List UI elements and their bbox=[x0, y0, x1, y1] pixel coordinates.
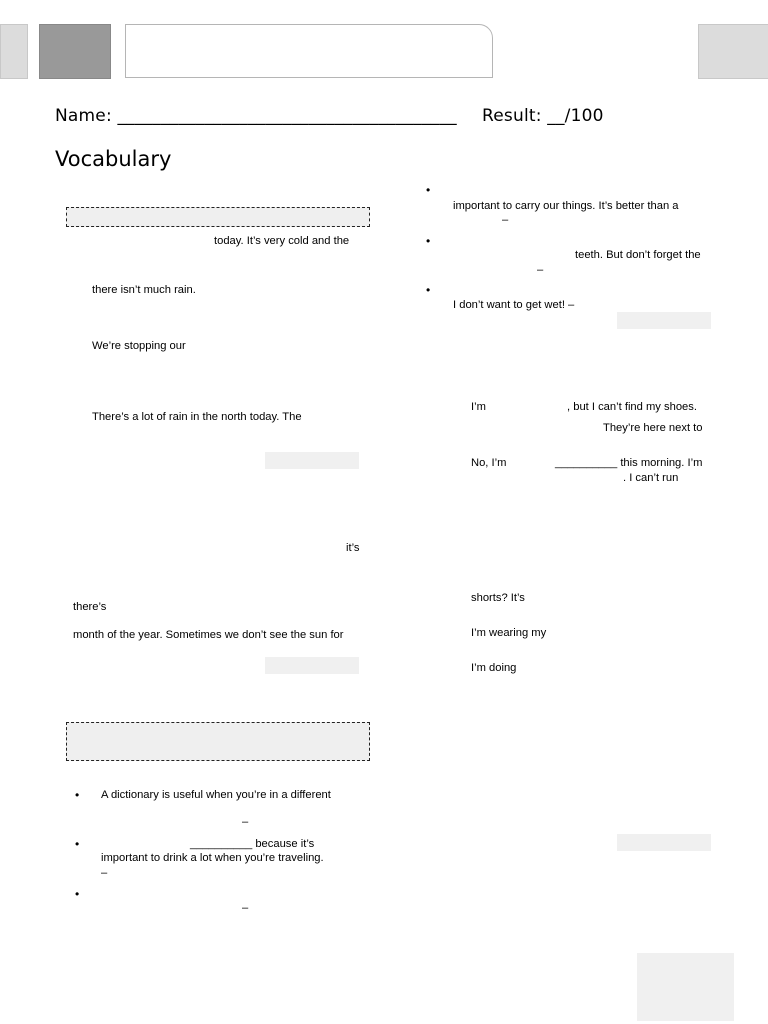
dialogue-line-1a: I’m bbox=[471, 401, 486, 413]
bullet-travel-1: • bbox=[75, 788, 80, 802]
dialogue-line-3b: __________ this morning. I’m bbox=[555, 457, 703, 469]
section-title: Vocabulary bbox=[55, 147, 172, 171]
instruction-box-2 bbox=[66, 722, 370, 761]
dialogue-line-3a: No, I’m bbox=[471, 457, 507, 469]
packing-item-2-line-2: – bbox=[537, 264, 544, 276]
weather-line-1: today. It’s very cold and the bbox=[214, 235, 350, 247]
score-box-4 bbox=[617, 834, 711, 851]
seasons-line-3: month of the year. Sometimes we don’t see the sun for bbox=[73, 629, 344, 641]
seasons-line-1: it’s bbox=[346, 542, 360, 554]
clothes-line-3: I’m doing bbox=[471, 662, 517, 674]
header-left-tab bbox=[0, 24, 28, 79]
travel-item-1-line-1: A dictionary is useful when you’re in a different bbox=[101, 789, 331, 801]
dialogue-line-2: They’re here next to bbox=[603, 422, 703, 434]
seasons-line-2: there’s bbox=[73, 601, 107, 613]
dialogue-line-4: . I can’t run bbox=[623, 472, 679, 484]
clothes-line-1: shorts? It’s bbox=[471, 592, 525, 604]
packing-item-3-line-1: I don’t want to get wet! – bbox=[453, 299, 575, 311]
packing-item-1-line-2: – bbox=[502, 214, 509, 226]
bullet-packing-2: • bbox=[426, 234, 431, 248]
packing-item-1-line-1: important to carry our things. It’s better than a bbox=[453, 200, 679, 212]
score-box-2 bbox=[265, 657, 359, 674]
clothes-line-2: I’m wearing my bbox=[471, 627, 547, 639]
travel-item-2-line-1: __________ because it’s bbox=[190, 838, 315, 850]
dialogue-line-1b: , but I can’t find my shoes. bbox=[567, 401, 697, 413]
name-field: Name: _______________________________________ bbox=[55, 106, 457, 126]
header-logo-block bbox=[39, 24, 111, 79]
header-right-tab bbox=[698, 24, 768, 79]
weather-line-2: there isn’t much rain. bbox=[92, 284, 196, 296]
weather-line-3: We’re stopping our bbox=[92, 340, 186, 352]
result-field: Result: __/100 bbox=[482, 106, 604, 126]
weather-line-4: There’s a lot of rain in the north today. The bbox=[92, 411, 302, 423]
bullet-packing-1: • bbox=[426, 183, 431, 197]
travel-item-2-line-2: important to drink a lot when you’re traveling. bbox=[101, 852, 324, 864]
bullet-travel-2: • bbox=[75, 837, 80, 851]
travel-item-1-line-2: – bbox=[242, 816, 249, 828]
instruction-box-1 bbox=[66, 207, 370, 227]
header-title-frame bbox=[125, 24, 493, 78]
page-corner-block bbox=[637, 953, 734, 1021]
bullet-travel-3: • bbox=[75, 887, 80, 901]
travel-item-3-line-2: – bbox=[242, 902, 249, 914]
travel-item-2-line-3: – bbox=[101, 867, 108, 879]
bullet-packing-3: • bbox=[426, 283, 431, 297]
packing-item-2-line-1: teeth. But don’t forget the bbox=[575, 249, 701, 261]
score-box-3 bbox=[617, 312, 711, 329]
score-box-1 bbox=[265, 452, 359, 469]
